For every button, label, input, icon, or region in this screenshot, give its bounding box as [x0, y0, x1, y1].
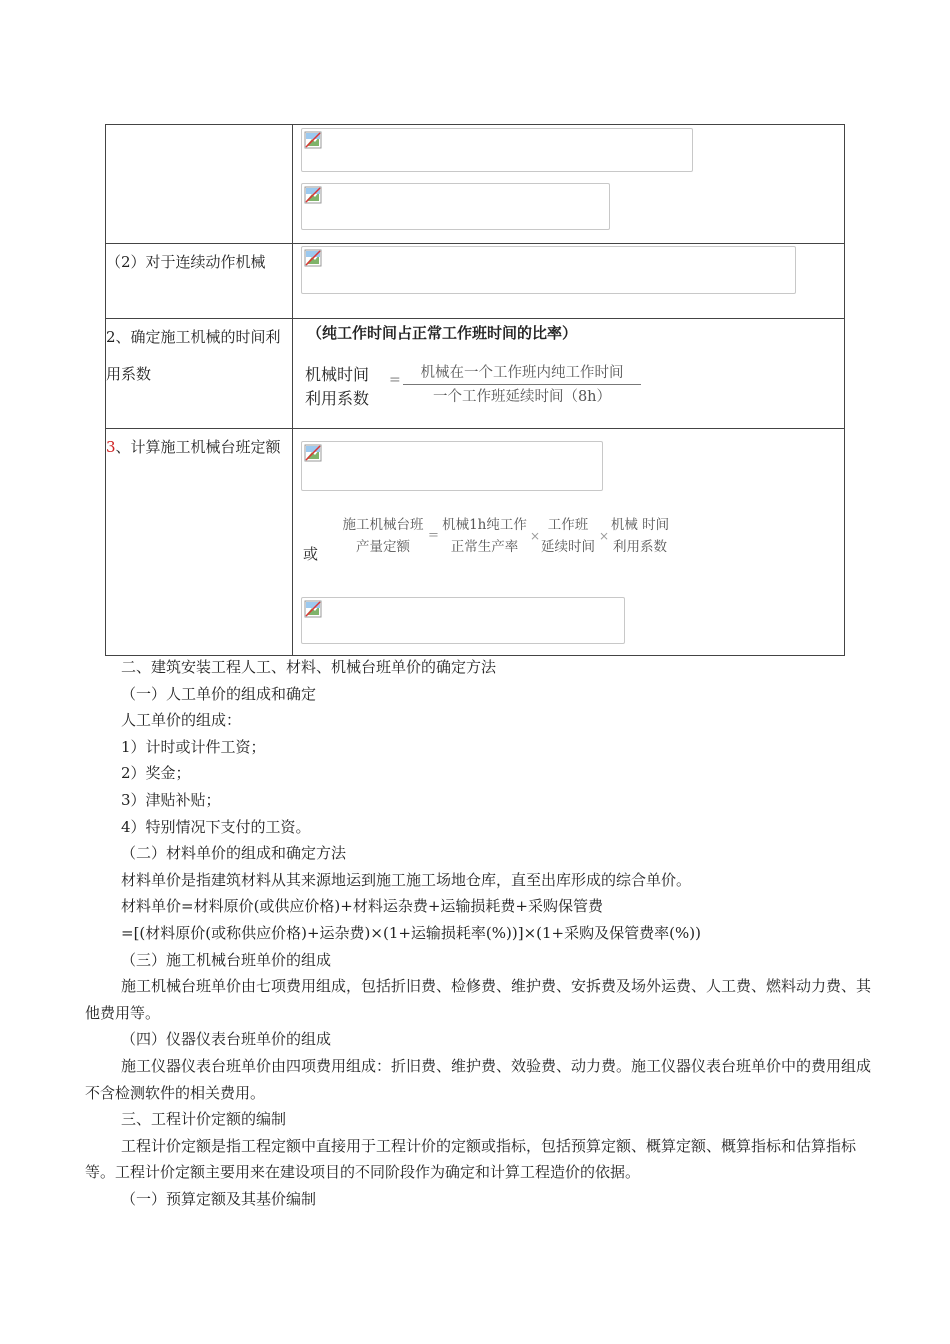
- broken-image-placeholder: [301, 597, 625, 644]
- table-row: [106, 429, 845, 656]
- paragraph: 人工单价的组成：: [121, 711, 242, 730]
- subsection-heading: （二）材料单价的组成和确定方法: [121, 844, 347, 863]
- table-row: [106, 319, 845, 429]
- list-item: 4）特别情况下支付的工资。: [121, 817, 311, 836]
- broken-image-icon: [304, 131, 322, 149]
- paragraph: 施工机械台班单价由七项费用组成，包括折旧费、检修费、维护费、安拆费及场外运费、人工费、燃料动力费、其他费用等。: [85, 977, 872, 1022]
- list-item: 2）奖金；: [121, 764, 191, 783]
- paragraph: =[(材料原价(或称供应价格)+运杂费)×(1+运输损耗率(%))]×(1+采购及保管费率(%)): [121, 923, 701, 942]
- paragraph: 施工仪器仪表台班单价由四项费用组成：折旧费、维护费、效验费、动力费。施工仪器仪表台班单价中的费用组成不含检测软件的相关费用。: [85, 1056, 872, 1102]
- table-cell-images: [293, 125, 845, 244]
- section-heading: 三、工程计价定额的编制: [121, 1110, 287, 1129]
- broken-image-icon: [304, 249, 322, 267]
- subsection-heading: （一）人工单价的组成和确定: [121, 684, 317, 703]
- table-row: [106, 244, 845, 319]
- subsection-heading: （四）仪器仪表台班单价的组成: [121, 1030, 332, 1049]
- formula2-lhs: 施工机械台班 产量定额: [342, 517, 424, 555]
- broken-image-icon: [304, 600, 322, 618]
- table-cell-empty: [106, 125, 293, 244]
- row-label-shift-quota: 3、计算施工机械台班定额: [106, 429, 293, 656]
- red-number: 3: [106, 438, 116, 456]
- section-heading: 二、建筑安装工程人工、材料、机械台班单价的确定方法: [121, 658, 497, 676]
- or-label: 或: [303, 545, 319, 563]
- equals-sign: =: [389, 372, 401, 388]
- multiply-sign: ×: [599, 529, 610, 543]
- table-cell-image: [293, 244, 845, 319]
- table-cell-formula: [293, 319, 845, 429]
- broken-image-placeholder: [301, 128, 693, 172]
- formula-denominator: 一个工作班延续时间（8h）: [432, 389, 612, 405]
- broken-image-placeholder: [301, 441, 603, 491]
- machine-quota-table: [105, 124, 845, 656]
- formula2-term2: 工作班 延续时间: [541, 517, 595, 555]
- broken-image-placeholder: [301, 183, 610, 230]
- row-label-time-coefficient: 2、确定施工机械的时间利用系数: [106, 319, 293, 429]
- paragraph: 工程计价定额是指工程定额中直接用于工程计价的定额或指标，包括预算定额、概算定额、概算指标和估算指标等。工程计价定额主要用来在建设项目的不同阶段作为确定和计算工程造价的依据。: [85, 1136, 857, 1182]
- broken-image-icon: [304, 186, 322, 204]
- row-label-continuous: （2）对于连续动作机械: [106, 244, 293, 319]
- table-row: [106, 125, 845, 244]
- table-cell-formula-2: [293, 429, 845, 656]
- subsection-heading: （一）预算定额及其基价编制: [121, 1189, 317, 1208]
- ratio-note: （纯工作时间占正常工作班时间的比率）: [307, 324, 578, 342]
- paragraph: 材料单价=材料原价(或供应价格)+材料运杂费+运输损耗费+采购保管费: [121, 897, 603, 916]
- broken-image-placeholder: [301, 246, 796, 294]
- list-item: 3）津贴补贴；: [121, 790, 221, 809]
- broken-image-icon: [304, 444, 322, 462]
- equals-sign: =: [428, 528, 439, 543]
- list-item: 1）计时或计件工资；: [121, 737, 266, 756]
- body-text: [85, 654, 885, 1212]
- formula-lhs: 机械时间 利用系数: [305, 365, 370, 408]
- formula-numerator: 机械在一个工作班内纯工作时间: [403, 361, 641, 385]
- paragraph: 材料单价是指建筑材料从其来源地运到施工施工场地仓库，直至出库形成的综合单价。: [121, 870, 692, 889]
- formula2-term1: 机械1h纯工作 正常生产率: [442, 517, 527, 555]
- multiply-sign: ×: [530, 529, 541, 543]
- subsection-heading: （三）施工机械台班单价的组成: [121, 950, 332, 969]
- formula2-term3: 机械 时间 利用系数: [610, 517, 670, 555]
